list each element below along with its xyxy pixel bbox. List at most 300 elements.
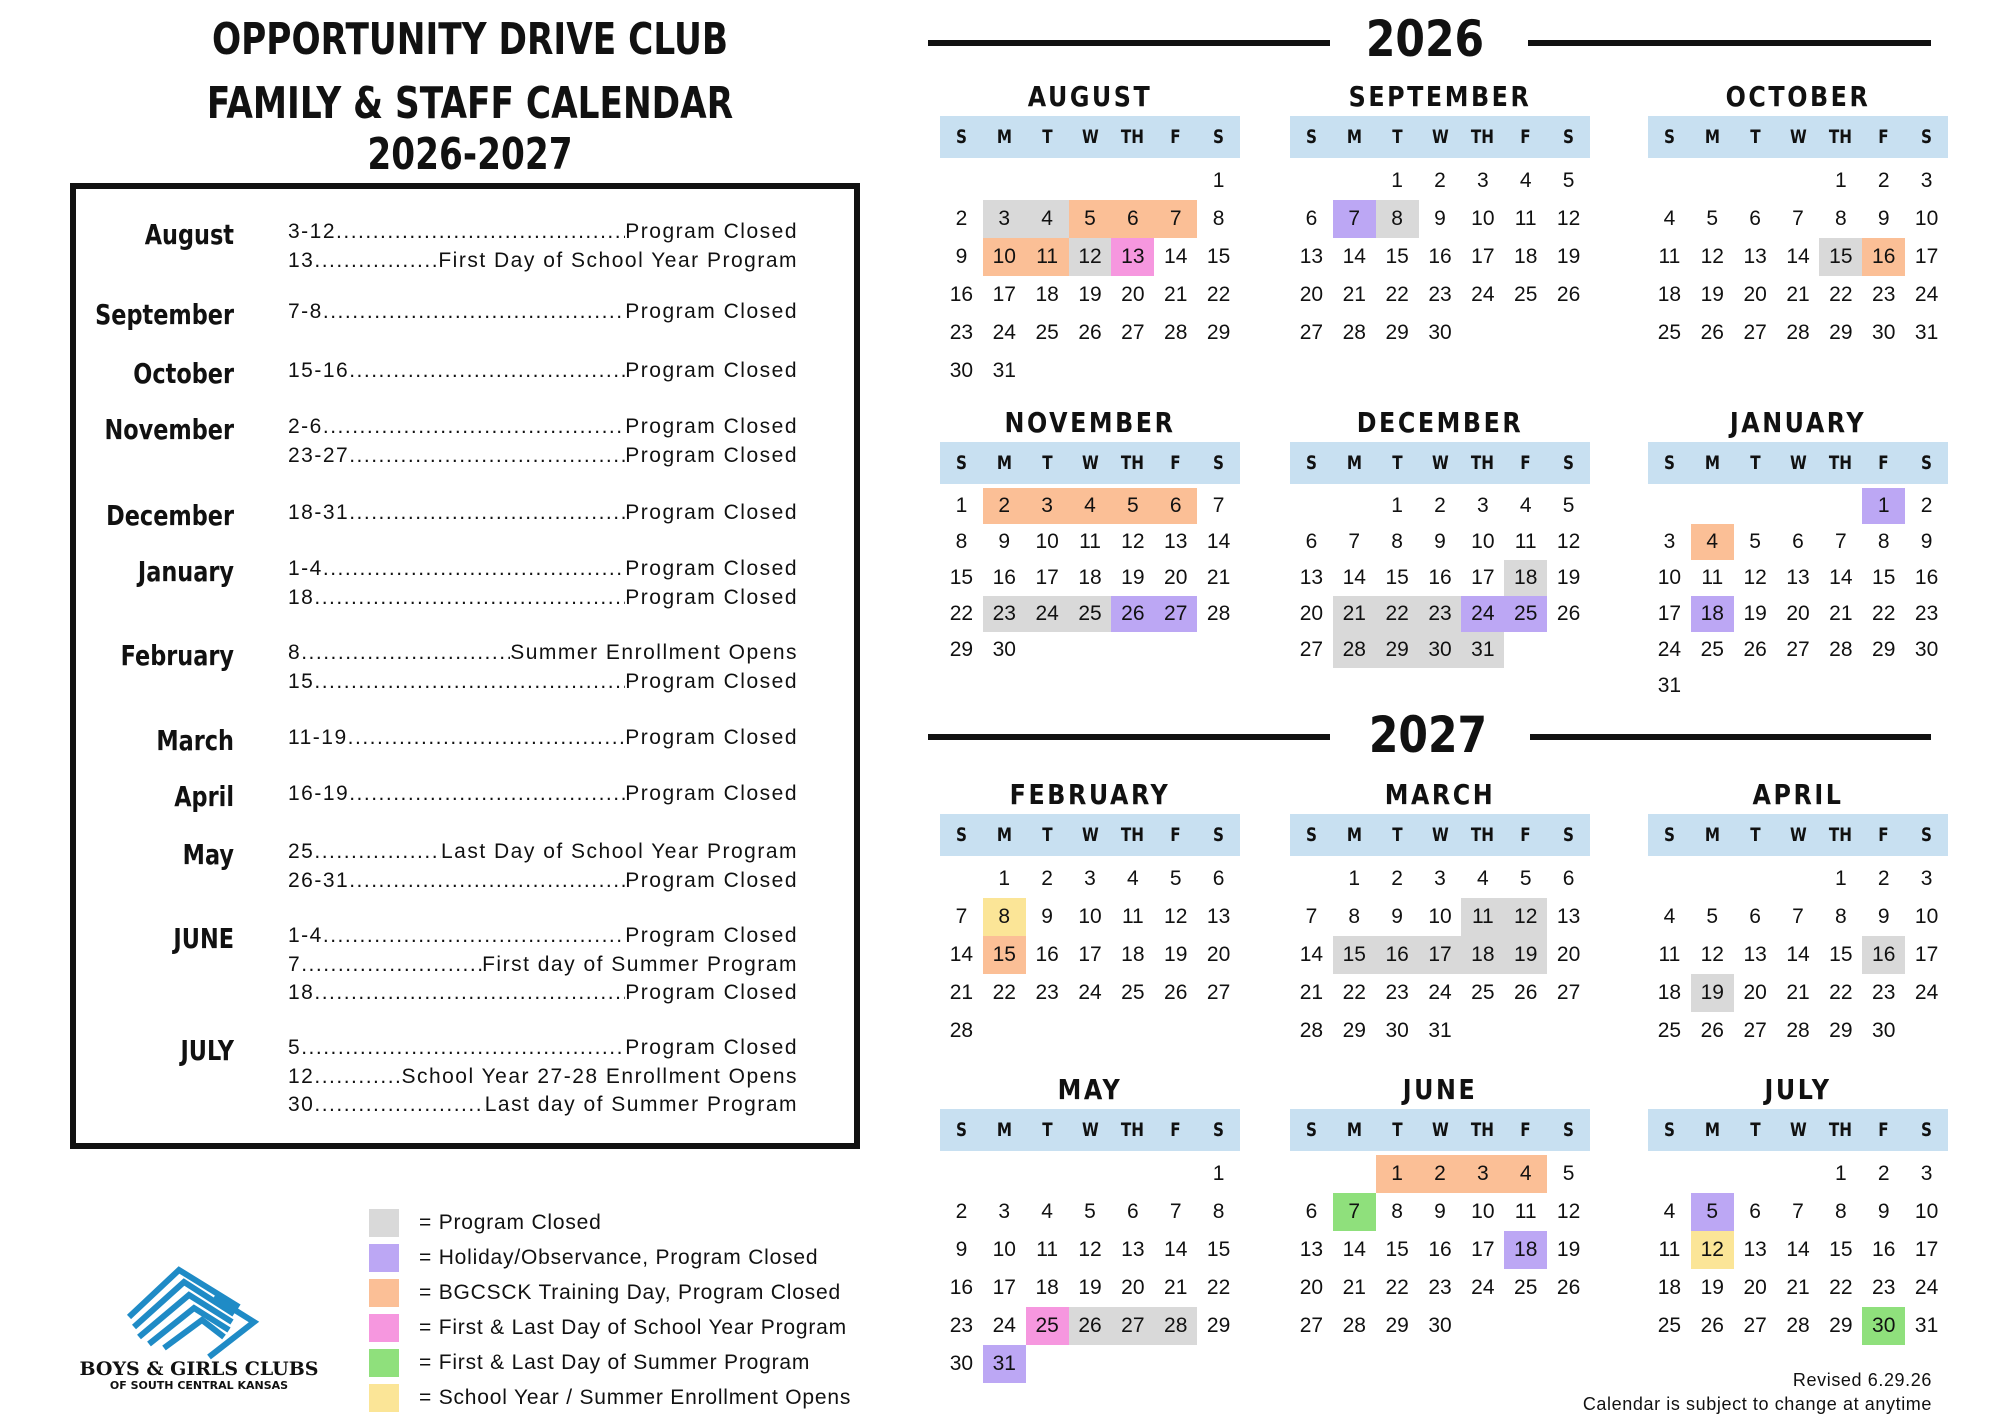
day-cell: 29 (949, 638, 974, 661)
event-line (288, 501, 798, 525)
page-title-line1: OPPORTUNITY DRIVE CLUB (211, 14, 729, 65)
weekday-header (1648, 116, 1948, 158)
day-cell: 18 (1691, 596, 1734, 632)
day-cell: 12 (1078, 1238, 1102, 1261)
weekday-header (1290, 1109, 1590, 1151)
day-cell: 4 (1519, 494, 1532, 517)
day-cell: 6 (1111, 200, 1154, 238)
event-label: Program Closed (625, 300, 798, 323)
day-cell: 6 (1792, 530, 1804, 553)
day-cell: 14 (1206, 530, 1231, 553)
day-cell: 11 (1461, 898, 1504, 936)
day-cell: 14 (1299, 943, 1324, 966)
day-cell: 22 (949, 602, 974, 625)
day-cell: 20 (1299, 602, 1324, 625)
day-cell: 17 (1078, 943, 1102, 966)
calendar-grid (1648, 488, 1948, 704)
dot-leader (314, 981, 625, 1005)
day-cell: 4 (1127, 867, 1139, 890)
empty-cell (1734, 488, 1777, 524)
day-cell: 14 (1342, 566, 1366, 589)
day-cell: 31 (992, 359, 1016, 382)
day-cell: 14 (1786, 245, 1810, 268)
day-cell: 26 (1164, 981, 1188, 1004)
empty-cell (1734, 860, 1777, 898)
weekday-label: TH (1121, 1119, 1145, 1141)
day-cell: 12 (1164, 905, 1188, 928)
weekday-label: T (1391, 824, 1403, 846)
day-cell: 30 (992, 638, 1016, 661)
day-cell: 8 (1391, 530, 1403, 553)
weekday-label: S (955, 824, 967, 846)
day-cell: 10 (1078, 905, 1102, 928)
day-cell: 6 (1212, 867, 1225, 890)
day-cell: 26 (1700, 1314, 1724, 1337)
day-cell: 12 (1121, 530, 1145, 553)
day-cell: 12 (1556, 1200, 1581, 1223)
day-cell: 7 (1792, 207, 1804, 230)
day-cell: 17 (1035, 566, 1059, 589)
day-cell: 30 (1872, 1019, 1896, 1042)
day-cell: 29 (1376, 632, 1419, 668)
weekday-label: TH (1121, 452, 1145, 474)
day-cell: 1 (1835, 169, 1847, 192)
legend-item-orange (369, 1279, 841, 1307)
day-cell: 16 (949, 283, 974, 306)
day-cell: 25 (1069, 596, 1112, 632)
dot-leader (349, 359, 625, 383)
day-cell: 9 (1434, 530, 1446, 553)
weekday-label: W (1431, 126, 1449, 148)
dot-leader (301, 641, 510, 665)
weekday-label: M (1704, 1119, 1720, 1141)
day-cell: 9 (1877, 207, 1890, 230)
event-label: School Year 27-28 Enrollment Opens (401, 1064, 798, 1088)
weekday-label: M (1704, 452, 1720, 474)
day-cell: 21 (1164, 283, 1188, 306)
weekday-label: M (1346, 824, 1362, 846)
day-cell: 18 (1078, 566, 1102, 589)
day-cell: 7 (1333, 200, 1376, 238)
day-cell: 8 (1376, 200, 1419, 238)
weekday-label: F (1520, 824, 1531, 846)
day-cell: 1 (1835, 867, 1847, 890)
day-cell: 28 (1164, 321, 1188, 344)
day-cell: 26 (1743, 638, 1767, 661)
day-cell: 23 (949, 321, 974, 344)
weekday-label: W (1431, 824, 1449, 846)
event-line (288, 444, 798, 468)
calendar-grid (1648, 1155, 1948, 1345)
calendar-grid (1290, 488, 1590, 668)
day-cell: 5 (1169, 867, 1182, 890)
event-dates: 7 (288, 952, 302, 976)
weekday-label: M (996, 126, 1012, 148)
event-line (288, 1036, 798, 1060)
day-cell: 24 (1471, 283, 1495, 306)
weekday-label: M (996, 824, 1012, 846)
day-cell: 18 (1461, 936, 1504, 974)
dot-leader (301, 1036, 625, 1060)
empty-cell (940, 860, 983, 898)
day-cell: 18 (1657, 283, 1682, 306)
weekday-header (1648, 442, 1948, 484)
legend-item-gray (369, 1209, 602, 1237)
event-line (288, 641, 798, 665)
event-label: Program Closed (625, 415, 798, 438)
weekday-header (1648, 1109, 1948, 1151)
calendar-december (1290, 404, 1590, 668)
day-cell: 21 (1342, 283, 1366, 306)
event-label: Program Closed (625, 220, 798, 243)
day-cell: 5 (1562, 169, 1575, 192)
weekday-label: TH (1121, 126, 1145, 148)
day-cell: 9 (1434, 207, 1446, 230)
day-cell: 19 (1691, 974, 1734, 1012)
logo-text-line2: OF SOUTH CENTRAL KANSAS (109, 1379, 289, 1392)
logo-text-line1: BOYS & GIRLS CLUBS (79, 1358, 319, 1380)
day-cell: 20 (1743, 283, 1767, 306)
weekday-label: S (1563, 1119, 1575, 1141)
day-cell: 15 (1872, 566, 1896, 589)
day-cell: 18 (1504, 560, 1547, 596)
weekday-label: S (1563, 452, 1575, 474)
day-cell: 9 (1434, 1200, 1446, 1223)
legend-swatch (369, 1209, 399, 1237)
event-month-january: January (137, 555, 234, 588)
event-line (288, 586, 798, 610)
weekday-label: F (1520, 126, 1531, 148)
day-cell: 1 (1835, 1162, 1847, 1185)
day-cell: 6 (1127, 1200, 1139, 1223)
day-cell: 14 (1786, 1238, 1810, 1261)
calendar-month-title: MAY (1057, 1073, 1123, 1106)
day-cell: 19 (1078, 283, 1102, 306)
calendar-march (1290, 776, 1590, 1050)
day-cell: 30 (1428, 321, 1452, 344)
day-cell: 19 (1121, 566, 1145, 589)
calendar-grid (940, 860, 1240, 1050)
day-cell: 16 (1428, 566, 1452, 589)
empty-cell (983, 1155, 1026, 1193)
dot-leader (314, 840, 441, 864)
legend-swatch (369, 1349, 399, 1377)
day-cell: 26 (1700, 1019, 1724, 1042)
calendar-month-title: JULY (1764, 1073, 1832, 1106)
day-cell: 24 (1428, 981, 1452, 1004)
event-line (288, 726, 798, 750)
legend-swatch (369, 1244, 399, 1272)
calendar-grid (1648, 860, 1948, 1050)
event-line (288, 220, 798, 244)
event-line (288, 840, 798, 864)
day-cell: 13 (1743, 1238, 1767, 1261)
dot-leader (323, 415, 625, 439)
empty-cell (1691, 162, 1734, 200)
empty-cell (1290, 162, 1333, 200)
weekday-label: S (1305, 452, 1317, 474)
day-cell: 26 (1514, 981, 1538, 1004)
day-cell: 22 (1376, 596, 1419, 632)
day-cell: 13 (1111, 238, 1154, 276)
weekday-label: F (1170, 1119, 1181, 1141)
day-cell: 15 (1829, 943, 1853, 966)
calendar-may (940, 1071, 1240, 1383)
weekday-label: F (1520, 452, 1531, 474)
empty-cell (1777, 162, 1820, 200)
day-cell: 3 (1477, 494, 1489, 517)
event-month-february: February (120, 639, 234, 672)
day-cell: 30 (949, 359, 974, 382)
event-dates: 23-27 (288, 443, 350, 467)
event-month-june: JUNE (173, 922, 234, 955)
weekday-label: T (1041, 452, 1053, 474)
day-cell: 30 (1428, 1314, 1452, 1337)
calendar-november (940, 404, 1240, 668)
day-cell: 12 (1556, 530, 1581, 553)
day-cell: 15 (1206, 1238, 1231, 1261)
day-cell: 25 (1514, 283, 1538, 306)
day-cell: 29 (1872, 638, 1896, 661)
event-line (288, 981, 798, 1005)
day-cell: 9 (998, 530, 1011, 553)
day-cell: 29 (1206, 1314, 1231, 1337)
event-label: Last day of Summer Program (484, 1093, 798, 1116)
day-cell: 6 (1305, 530, 1318, 553)
empty-cell (1111, 162, 1154, 200)
day-cell: 18 (1035, 283, 1059, 306)
weekday-header (1290, 442, 1590, 484)
day-cell: 8 (983, 898, 1026, 936)
day-cell: 20 (1786, 602, 1810, 625)
day-cell: 27 (1299, 321, 1324, 344)
event-dates: 13 (288, 248, 315, 272)
event-month-november: November (104, 413, 234, 446)
event-dates: 26-31 (288, 868, 350, 892)
day-cell: 3 (1920, 169, 1933, 192)
day-cell: 23 (1035, 981, 1059, 1004)
day-cell: 14 (1786, 943, 1810, 966)
day-cell: 15 (1829, 1238, 1853, 1261)
day-cell: 13 (1299, 566, 1324, 589)
day-cell: 24 (992, 321, 1016, 344)
event-dates: 8 (288, 641, 302, 664)
day-cell: 11 (1701, 566, 1724, 589)
day-cell: 23 (1872, 981, 1896, 1004)
day-cell: 11 (1121, 905, 1144, 928)
day-cell: 28 (1299, 1019, 1324, 1042)
calendar-month-title: SEPTEMBER (1348, 80, 1532, 113)
day-cell: 23 (949, 1314, 974, 1337)
day-cell: 1 (1376, 1155, 1419, 1193)
dot-leader (323, 557, 625, 581)
day-cell: 16 (1872, 1238, 1896, 1261)
event-line (288, 670, 798, 694)
day-cell: 27 (1743, 1019, 1767, 1042)
weekday-label: M (1704, 824, 1720, 846)
day-cell: 25 (1657, 1314, 1682, 1337)
event-month-october: October (133, 357, 234, 390)
day-cell: 19 (1078, 1276, 1102, 1299)
day-cell: 28 (1342, 1314, 1366, 1337)
calendar-month-title: DECEMBER (1356, 406, 1524, 439)
day-cell: 26 (1700, 321, 1724, 344)
calendar-month-title: JUNE (1402, 1073, 1478, 1106)
weekday-label: S (1663, 452, 1675, 474)
day-cell: 26 (1556, 283, 1581, 306)
day-cell: 24 (1461, 596, 1504, 632)
event-label: Program Closed (625, 726, 798, 749)
event-dates: 15 (288, 669, 315, 693)
day-cell: 28 (1206, 602, 1231, 625)
day-cell: 27 (1111, 1307, 1154, 1345)
weekday-header (940, 814, 1240, 856)
day-cell: 14 (1342, 1238, 1366, 1261)
day-cell: 31 (1914, 1314, 1939, 1337)
day-cell: 10 (1035, 530, 1059, 553)
day-cell: 11 (1036, 1238, 1059, 1261)
weekday-label: W (1431, 452, 1449, 474)
day-cell: 14 (949, 943, 974, 966)
weekday-label: S (1213, 1119, 1225, 1141)
day-cell: 17 (992, 283, 1016, 306)
weekday-label: S (1213, 824, 1225, 846)
event-label: Program Closed (625, 981, 798, 1004)
day-cell: 7 (1169, 1200, 1182, 1223)
dot-leader (323, 300, 625, 324)
dot-leader (301, 953, 482, 977)
calendar-august (940, 78, 1240, 390)
day-cell: 17 (1471, 566, 1495, 589)
day-cell: 12 (1069, 238, 1112, 276)
day-cell: 29 (1385, 321, 1409, 344)
day-cell: 7 (1154, 200, 1197, 238)
empty-cell (1333, 488, 1376, 524)
calendar-april (1648, 776, 1948, 1050)
day-cell: 27 (1743, 321, 1767, 344)
day-cell: 26 (1556, 1276, 1581, 1299)
day-cell: 23 (983, 596, 1026, 632)
day-cell: 5 (1691, 1193, 1734, 1231)
weekday-label: TH (1471, 126, 1495, 148)
weekday-label: S (1563, 126, 1575, 148)
day-cell: 30 (1385, 1019, 1409, 1042)
empty-cell (1333, 1155, 1376, 1193)
weekday-label: TH (1471, 1119, 1495, 1141)
day-cell: 25 (1035, 321, 1059, 344)
day-cell: 16 (1862, 936, 1905, 974)
event-line (288, 869, 798, 893)
day-cell: 14 (1164, 1238, 1188, 1261)
weekday-label: W (1081, 452, 1099, 474)
weekday-label: S (955, 452, 967, 474)
day-cell: 17 (1419, 936, 1462, 974)
day-cell: 3 (998, 1200, 1011, 1223)
event-dates: 7-8 (288, 300, 323, 323)
weekday-label: T (1041, 126, 1053, 148)
day-cell: 28 (1786, 321, 1810, 344)
legend-label: = Program Closed (419, 1211, 602, 1234)
day-cell: 13 (1121, 1238, 1145, 1261)
weekday-header (940, 1109, 1240, 1151)
event-label: Program Closed (625, 501, 798, 524)
event-dates: 16-19 (288, 782, 350, 805)
day-cell: 15 (1385, 566, 1409, 589)
calendar-month-title: OCTOBER (1725, 80, 1871, 113)
day-cell: 2 (1391, 867, 1403, 890)
day-cell: 26 (1069, 1307, 1112, 1345)
day-cell: 15 (1385, 245, 1409, 268)
weekday-label: M (996, 452, 1012, 474)
day-cell: 12 (1556, 207, 1581, 230)
day-cell: 24 (1078, 981, 1102, 1004)
weekday-label: S (1305, 824, 1317, 846)
weekday-label: W (1789, 452, 1807, 474)
weekday-label: M (996, 1119, 1012, 1141)
weekday-label: TH (1471, 824, 1495, 846)
event-label: Program Closed (625, 585, 798, 609)
event-dates: 18 (288, 585, 315, 609)
dot-leader (314, 1065, 401, 1089)
day-cell: 5 (1069, 200, 1112, 238)
day-cell: 10 (1471, 530, 1495, 553)
day-cell: 15 (983, 936, 1026, 974)
weekday-label: T (1749, 824, 1761, 846)
day-cell: 15 (1206, 245, 1231, 268)
event-dates: 3-12 (288, 220, 337, 243)
day-cell: 20 (1121, 283, 1145, 306)
weekday-label: S (1663, 126, 1675, 148)
day-cell: 8 (1212, 207, 1225, 230)
day-cell: 28 (1154, 1307, 1197, 1345)
day-cell: 11 (1514, 1200, 1537, 1223)
empty-cell (1069, 1155, 1112, 1193)
event-label: Summer Enrollment Opens (510, 641, 798, 664)
calendar-month-title: APRIL (1752, 778, 1844, 811)
day-cell: 29 (1829, 1019, 1853, 1042)
weekday-label: S (1213, 126, 1225, 148)
day-cell: 14 (1164, 245, 1188, 268)
event-line (288, 300, 798, 324)
day-cell: 15 (1333, 936, 1376, 974)
day-cell: 13 (1299, 1238, 1324, 1261)
day-cell: 23 (1419, 596, 1462, 632)
day-cell: 11 (1514, 530, 1537, 553)
day-cell: 1 (1391, 494, 1403, 517)
weekday-label: M (1346, 1119, 1362, 1141)
day-cell: 24 (1914, 283, 1939, 306)
weekday-header (940, 116, 1240, 158)
day-cell: 31 (1428, 1019, 1452, 1042)
day-cell: 16 (1914, 566, 1939, 589)
day-cell: 7 (1835, 530, 1847, 553)
revised-date: Revised 6.29.26 (1792, 1370, 1932, 1390)
empty-cell (1069, 162, 1112, 200)
day-cell: 17 (1657, 602, 1682, 625)
legend-label: = School Year / Summer Enrollment Opens (419, 1386, 852, 1409)
day-cell: 19 (1743, 602, 1767, 625)
day-cell: 1 (1212, 169, 1225, 192)
day-cell: 19 (1700, 1276, 1724, 1299)
day-cell: 17 (992, 1276, 1016, 1299)
day-cell: 13 (1206, 905, 1231, 928)
year-2026-heading: 2026 (1365, 10, 1485, 68)
day-cell: 19 (1556, 1238, 1581, 1261)
weekday-label: F (1170, 126, 1181, 148)
events-list (70, 183, 860, 1149)
legend-label: = BGCSCK Training Day, Program Closed (419, 1281, 841, 1304)
dot-leader (314, 249, 438, 273)
